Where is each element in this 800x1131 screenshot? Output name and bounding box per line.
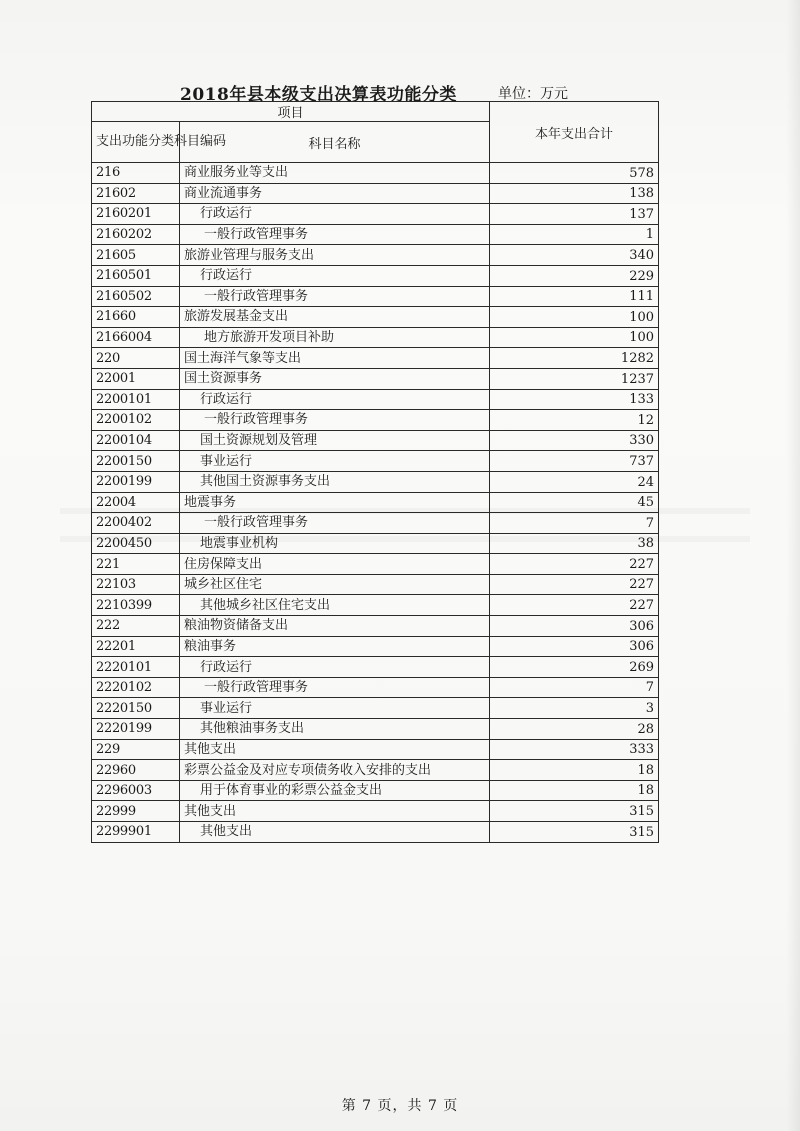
table-row	[92, 410, 659, 431]
header-name: 科目名称	[180, 122, 490, 163]
row-value: 18	[490, 760, 659, 781]
row-code: 22001	[92, 368, 180, 389]
row-code: 22103	[92, 574, 180, 595]
row-value: 100	[490, 327, 659, 348]
table-row	[92, 533, 659, 554]
table-row	[92, 636, 659, 657]
row-value: 3	[490, 698, 659, 719]
row-code: 21605	[92, 245, 180, 266]
row-value: 45	[490, 492, 659, 513]
row-value: 24	[490, 471, 659, 492]
row-value: 229	[490, 265, 659, 286]
table-row	[92, 554, 659, 575]
row-value: 1237	[490, 368, 659, 389]
row-name: 粮油物资储备支出	[180, 616, 490, 637]
table-row	[92, 307, 659, 328]
row-code: 229	[92, 739, 180, 760]
row-name: 其他支出	[180, 822, 490, 843]
header-value: 本年支出合计	[490, 102, 659, 163]
row-name: 其他国土资源事务支出	[180, 471, 490, 492]
row-code: 222	[92, 616, 180, 637]
row-code: 22960	[92, 760, 180, 781]
row-code: 216	[92, 163, 180, 184]
row-code: 21602	[92, 183, 180, 204]
row-value: 227	[490, 595, 659, 616]
row-code: 2220102	[92, 677, 180, 698]
row-code: 2200102	[92, 410, 180, 431]
row-code: 22004	[92, 492, 180, 513]
table-row	[92, 780, 659, 801]
row-value: 578	[490, 163, 659, 184]
row-value: 133	[490, 389, 659, 410]
table-row	[92, 327, 659, 348]
row-value: 28	[490, 719, 659, 740]
row-name: 国土海洋气象等支出	[180, 348, 490, 369]
row-name: 彩票公益金及对应专项债务收入安排的支出	[180, 760, 490, 781]
row-name: 事业运行	[180, 698, 490, 719]
document-title: 2018年县本级支出决算表功能分类	[180, 85, 457, 105]
row-value: 330	[490, 430, 659, 451]
row-value: 7	[490, 677, 659, 698]
row-code: 2160201	[92, 204, 180, 225]
row-code: 2200101	[92, 389, 180, 410]
row-value: 1282	[490, 348, 659, 369]
table-row	[92, 430, 659, 451]
table-row	[92, 471, 659, 492]
table-row	[92, 513, 659, 534]
row-name: 行政运行	[180, 657, 490, 678]
unit-label: 单位：万元	[498, 86, 568, 102]
table-row	[92, 616, 659, 637]
table-row	[92, 822, 659, 843]
table-row	[92, 348, 659, 369]
row-value: 315	[490, 801, 659, 822]
table-row	[92, 492, 659, 513]
row-name: 行政运行	[180, 204, 490, 225]
table-row	[92, 574, 659, 595]
table-row	[92, 245, 659, 266]
row-value: 38	[490, 533, 659, 554]
row-value: 227	[490, 554, 659, 575]
row-code: 2160202	[92, 224, 180, 245]
row-code: 2200104	[92, 430, 180, 451]
row-code: 2220199	[92, 719, 180, 740]
row-name: 国土资源规划及管理	[180, 430, 490, 451]
row-code: 2160502	[92, 286, 180, 307]
row-name: 行政运行	[180, 389, 490, 410]
row-code: 22999	[92, 801, 180, 822]
row-name: 住房保障支出	[180, 554, 490, 575]
page-edge-shadow	[786, 0, 800, 1131]
row-value: 111	[490, 286, 659, 307]
row-value: 137	[490, 204, 659, 225]
row-code: 2160501	[92, 265, 180, 286]
row-code: 221	[92, 554, 180, 575]
row-name: 一般行政管理事务	[180, 513, 490, 534]
table-row	[92, 719, 659, 740]
table-row	[92, 595, 659, 616]
row-code: 2296003	[92, 780, 180, 801]
table-row	[92, 286, 659, 307]
row-value: 333	[490, 739, 659, 760]
table-row	[92, 451, 659, 472]
table-row	[92, 389, 659, 410]
row-code: 2200150	[92, 451, 180, 472]
row-name: 粮油事务	[180, 636, 490, 657]
row-code: 220	[92, 348, 180, 369]
header-item-group: 项目	[92, 102, 490, 122]
row-code: 21660	[92, 307, 180, 328]
row-value: 12	[490, 410, 659, 431]
table-row	[92, 760, 659, 781]
row-name: 用于体育事业的彩票公益金支出	[180, 780, 490, 801]
row-value: 306	[490, 636, 659, 657]
title-row	[0, 80, 800, 105]
table-row	[92, 739, 659, 760]
row-value: 18	[490, 780, 659, 801]
row-name: 一般行政管理事务	[180, 677, 490, 698]
table-row	[92, 698, 659, 719]
row-code: 2210399	[92, 595, 180, 616]
row-name: 事业运行	[180, 451, 490, 472]
row-value: 7	[490, 513, 659, 534]
row-name: 国土资源事务	[180, 368, 490, 389]
row-value: 227	[490, 574, 659, 595]
row-value: 315	[490, 822, 659, 843]
expenditure-table	[91, 101, 659, 843]
row-name: 旅游业管理与服务支出	[180, 245, 490, 266]
row-value: 269	[490, 657, 659, 678]
row-name: 商业流通事务	[180, 183, 490, 204]
table-body	[92, 163, 659, 843]
page-footer: 第 7 页，共 7 页	[341, 1098, 459, 1114]
row-value: 737	[490, 451, 659, 472]
row-name: 地震事业机构	[180, 533, 490, 554]
row-name: 其他支出	[180, 739, 490, 760]
row-value: 1	[490, 224, 659, 245]
row-code: 2299901	[92, 822, 180, 843]
row-name: 城乡社区住宅	[180, 574, 490, 595]
row-name: 其他粮油事务支出	[180, 719, 490, 740]
row-code: 2200402	[92, 513, 180, 534]
row-code: 2220101	[92, 657, 180, 678]
row-name: 商业服务业等支出	[180, 163, 490, 184]
table-row	[92, 368, 659, 389]
row-value: 306	[490, 616, 659, 637]
row-name: 其他城乡社区住宅支出	[180, 595, 490, 616]
row-name: 其他支出	[180, 801, 490, 822]
row-code: 2166004	[92, 327, 180, 348]
row-code: 22201	[92, 636, 180, 657]
table-row	[92, 224, 659, 245]
table-row	[92, 657, 659, 678]
row-name: 地震事务	[180, 492, 490, 513]
row-name: 地方旅游开发项目补助	[180, 327, 490, 348]
row-code: 2200450	[92, 533, 180, 554]
row-name: 行政运行	[180, 265, 490, 286]
row-value: 100	[490, 307, 659, 328]
table-row	[92, 183, 659, 204]
row-name: 一般行政管理事务	[180, 410, 490, 431]
table-row	[92, 204, 659, 225]
header-code: 支出功能分类科目编码	[92, 122, 180, 163]
row-name: 一般行政管理事务	[180, 224, 490, 245]
row-value: 340	[490, 245, 659, 266]
table-row	[92, 801, 659, 822]
table-row	[92, 163, 659, 184]
table-row	[92, 677, 659, 698]
row-value: 138	[490, 183, 659, 204]
row-code: 2200199	[92, 471, 180, 492]
row-name: 一般行政管理事务	[180, 286, 490, 307]
table-row	[92, 265, 659, 286]
row-name: 旅游发展基金支出	[180, 307, 490, 328]
row-code: 2220150	[92, 698, 180, 719]
